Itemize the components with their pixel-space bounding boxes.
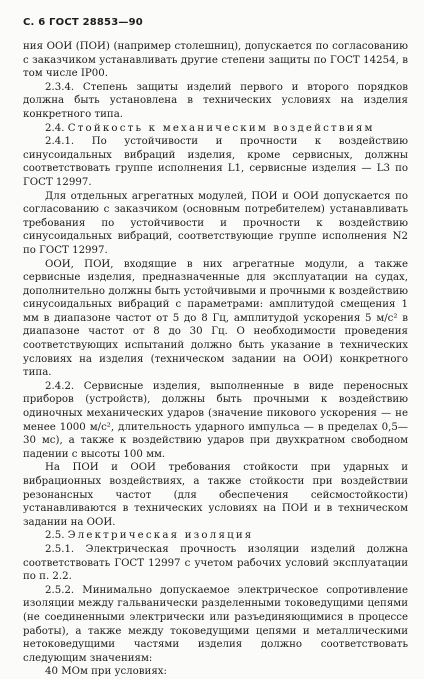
section-heading-2-4 <box>23 122 408 136</box>
section-title: Электрическая изоляция <box>67 530 254 542</box>
paragraph-40-mohm: 40 МОм при условиях: <box>45 666 167 678</box>
paragraph-modules: Для отдельных агрегатных модулей, ПОИ и ООИ допускается по согласованию с заказчиком (основным потребителем) устанавливать требования по устойчивости и прочности к воздействию синусоидальных вибраций, соответствующие группе исполнения N2 по ГОСТ 12997. <box>23 190 408 256</box>
document-body <box>23 40 408 679</box>
section-heading-2-5 <box>23 529 408 543</box>
paragraph-2-5-2: 2.5.2. Минимально допускаемое электрическое сопротивление изоляции между гальванически разделенными токоведущими цепями (не соединенными электрически или разъединяющимися в процессе работы), а также между токоведущими цепями и металлическими нетоковедущими частями изделия должно соответствовать следующим значениям: <box>23 584 408 664</box>
paragraph-2-4-1: 2.4.1. По устойчивости и прочности к воздействию синусоидальных вибраций изделия, кроме сервисных, должны соответствовать группе исполнения L1, сервисные изделия — L3 по ГОСТ 12997. <box>23 136 408 188</box>
page-header: С. 6 ГОСТ 28853—90 <box>23 17 143 28</box>
paragraph-continuation: ния ООИ (ПОИ) (например столешниц), допускается по согласованию с заказчиком устанавливать другие степени защиты по ГОСТ 14254, в том числе IP00. <box>23 41 408 80</box>
paragraph-2-5-1: 2.5.1. Электрическая прочность изоляции изделий должна соответствовать ГОСТ 12997 с учетом рабочих условий эксплуатации по п. 2.2. <box>23 543 408 583</box>
section-number: 2.4. <box>45 122 65 134</box>
paragraph-2-4-2: 2.4.2. Сервисные изделия, выполненные в виде переносных приборов (устройств), должны быть прочными к воздействию одиночных механических ударов (значение пикового ускорения — не менее 1000 м/с², длительность ударного импульса — в пределах 0,5—30 мс), а также к воздействию ударов при двухкратном свободном падении с высоты 100 мм. <box>23 380 408 460</box>
paragraph-ships: ООИ, ПОИ, входящие в них агрегатные модули, а также сервисные изделия, предназначенные для эксплуатации на судах, дополнительно должны быть устойчивыми и прочными к воздействию синусоидальных вибраций с параметрами: амплитудой смещения 1 мм в диапазоне частот от 5 до 8 Гц, амплитудой ускорения 5 м/с² в диапазоне частот от 8 до 30 Гц. О необходимости проведения соответствующих испытаний должно быть указание в технических условиях на изделия (техническом задании на ООИ) конкретного типа. <box>23 258 408 379</box>
paragraph-2-3-4: 2.3.4. Степень защиты изделий первого и второго порядков должна быть установлена в технических условиях на изделия конкретного типа. <box>23 81 408 120</box>
section-title: Стойкость к механическим воздействиям <box>67 122 375 134</box>
section-number: 2.5. <box>45 530 65 542</box>
paragraph-poi-ooi: На ПОИ и ООИ требования стойкости при ударных и вибрационных воздействиях, а также стойкости при воздействии резонансных частот (для обеспечения сейсмостойкости) устанавливаются в технических условиях на ПОИ и в техническом задании на ООИ. <box>23 462 408 528</box>
